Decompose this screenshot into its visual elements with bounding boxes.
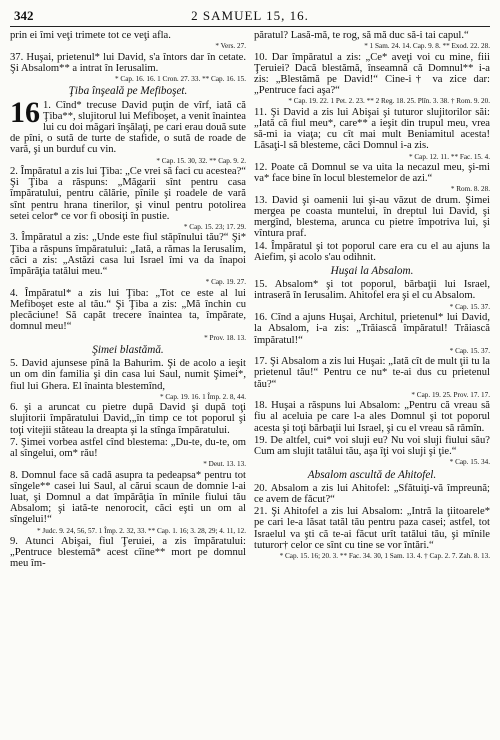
verse: 8. Domnul face să cadă asupra ta pedeapsa* pentru tot sîngele** casei lui Saul, al cărui scaun de domnie l-ai luat, şi Domnul a dat împărăţia în mînile fiului tău Absalom; şi iată-te nenorocit, căci eşti un om al sîngelui!“ [10, 469, 246, 526]
right-column [254, 30, 490, 571]
page-header [10, 6, 490, 27]
verse: 10. Dar împăratul a zis: „Ce* aveţi voi cu mine, fiii Ţeruiei? Dacă blestămă, înseamnă că Domnul** i-a zis: „Blestămă pe David!“ Cine-i† va zice dar: „Pentruce faci aşa?“ [254, 51, 490, 97]
cross-reference: * Cap. 15. 37. [449, 302, 490, 311]
cross-reference: * Cap. 15. 16; 20. 3. ** Fac. 34. 30, 1 Sam. 13. 4. † Cap. 2. 7. Zah. 8. 13. [279, 551, 490, 560]
verse: 5. David ajunsese pînă la Bahurim. Şi de acolo a ieşit un om din familia şi din casa lui Saul, numit Şimei*, fiul lui Ghera. El înainta blestemînd, [10, 358, 246, 392]
verse: 13. David şi oamenii lui şi-au văzut de drum. Şimei mergea pe coasta muntelui, în dreptul lui David, şi mergînd, blestema, arunca cu pietre împotriva lui, şi vîntura praf. [254, 194, 490, 240]
verse: 20. Absalom a zis lui Ahitofel: „Sfătuiţi-vă împreună; ce avem de făcut?“ [254, 482, 490, 505]
cross-reference: * Cap. 19. 25. Prov. 17. 17. [411, 390, 490, 399]
verse: 6. şi a aruncat cu pietre după David şi după toţi slujitorii împăratului David,„în timp ce tot poporul şi toţi vitejii stăteau la dreapta şi la stînga împăratului. [10, 402, 246, 436]
cross-reference: * Cap. 19. 22. 1 Pet. 2. 23. ** 2 Reg. 18. 25. Plîn. 3. 38. † Rom. 9. 20. [288, 97, 490, 106]
cross-reference: * Prov. 18. 13. [204, 333, 246, 342]
cross-reference: * Vers. 27. [215, 42, 246, 51]
verse: 1. Cînd* trecuse David puţin de vîrf, iată că Ţiba**, slujitorul lui Mefiboşet, a venit înaintea lui cu doi măgari înşălaţi, pe cari erau două sute de pîni, o sută de turte de stafide, o sută de roade de vară, şi un burduf cu vin. [10, 99, 247, 156]
cross-reference: * Cap. 19. 27. [205, 278, 246, 287]
left-column [10, 30, 246, 571]
verse: 19. De altfel, cui* voi sluji eu? Nu voi sluji fiului său? Cum am slujit tatălui tău, aşa îţi voi sluji şi ţie.“ [254, 434, 490, 457]
verse: 4. Împăratul* a zis lui Ţiba: „Tot ce este al lui Mefiboşet este al tău.“ Şi Ţiba a zis: „Mă închin cu plecăciune! Să capăt trecere înaintea ta, împărate, domnul meu!“ [10, 287, 246, 333]
verse: 7. Şimei vorbea astfel cînd blestema: „Du-te, du-te, om al sîngelui, om* rău! [10, 436, 246, 459]
text-columns [10, 30, 490, 571]
section-heading: Şimei blastămă. [92, 343, 164, 356]
verse: 18. Huşai a răspuns lui Absalom: „Pentru că vreau să fiu al aceluia pe care l-a ales Domnul şi tot poporul acesta şi toţi bărbaţii lui Israel, şi cu el vreau să rămîn. [254, 400, 490, 434]
chapter-number: 16 [10, 95, 40, 129]
cross-reference: * Cap. 19. 16. 1 Împ. 2. 8, 44. [159, 392, 246, 401]
verse: prin ei îmi veţi trimete tot ce veţi afla. [10, 30, 171, 41]
verse: 16. Cînd a ajuns Huşai, Architul, prietenul* lui David, la Absalom, i-a zis: „Trăiască împăratul! Trăiască împăratul!“ [254, 312, 490, 346]
section-heading: Ţiba înşeală pe Mefiboşet. [68, 85, 188, 98]
verse: 3. Împăratul a zis: „Unde este fiul stăpînului tău?“ Şi* Ţiba a răspuns împăratului: „Iată, a rămas la Ierusalim, căci a zis: „Astăzi casa lui Israel îmi va da înapoi împărăţia tatălui meu.“ [10, 232, 246, 278]
cross-reference: * Cap. 15. 34. [449, 458, 490, 467]
verse: 9. Atunci Abişai, fiul Ţeruiei, a zis împăratului: „Pentruce blestemă* acest cîine** mort pe domnul meu îm- [10, 535, 246, 570]
cross-reference: * Judc. 9. 24, 56, 57. 1 Împ. 2. 32, 33. ** Cap. 1. 16; 3. 28, 29; 4. 11, 12. [37, 526, 246, 535]
section-heading: Absalom ascultă de Ahitofel. [307, 468, 437, 481]
cross-reference: * Cap. 16. 16. 1 Cron. 27. 33. ** Cap. 16. 15. [115, 75, 246, 84]
running-title: 2 SAMUEL 15, 16. [191, 8, 309, 23]
verse: 37. Huşai, prietenul* lui David, s'a întors dar în cetate. Şi Absalom** a intrat în Ierusalim. [10, 51, 246, 74]
cross-reference: * Deut. 13. 13. [203, 460, 246, 469]
cross-reference: * Cap. 12. 11. ** Fac. 15. 4. [409, 152, 490, 161]
verse: 17. Şi Absalom a zis lui Huşai: „Iată cît de mult ţii tu la prietenul tău!“ Pentru ce nu* te-ai dus cu prietenul tău?“ [254, 356, 490, 390]
chapter-start [10, 95, 247, 157]
verse: 11. Şi David a zis lui Abişai şi tuturor slujitorilor săi: „Iată că fiul meu*, care** a ieşit din trupul meu, vrea să-mi ia viaţa; cu cît mai mult Beniamitul acesta! Lăsaţi-l să blesteme, căci Domnul i-a zis. [254, 106, 490, 152]
section-heading: Huşai la Absalom. [330, 265, 414, 278]
verse: 15. Absalom* şi tot poporul, bărbaţii lui Israel, intraseră în Ierusalim. Ahitofel era şi el cu Absalom. [254, 279, 490, 302]
cross-reference: * Cap. 15. 23; 17. 29. [183, 223, 246, 232]
cross-reference: * Rom. 8. 28. [450, 185, 490, 194]
cross-reference: * Cap. 15. 37. [449, 346, 490, 355]
verse: păratul? Lasă-mă, te rog, să mă duc să-i tai capul.“ [254, 30, 469, 41]
verse: 21. Şi Ahitofel a zis lui Absalom: „Intră la ţiitoarele* pe cari le-a lăsat tatăl tău pentru paza casei; astfel, tot Israelul va şti că te-ai făcut urît tatălui tău, şi mînile tuturor† celor ce sînt cu tine se vor întări.“ [254, 506, 490, 551]
verse: 14. Împăratul şi tot poporul care era cu el au ajuns la Aiefim, şi acolo s'au odihnit. [254, 240, 490, 263]
page-number: 342 [14, 8, 34, 23]
verse: 12. Poate că Domnul se va uita la necazul meu, şi-mi va* face bine în locul blestemelor de azi.“ [254, 162, 490, 185]
cross-reference: * 1 Sam. 24. 14. Cap. 9. 8. ** Exod. 22. 28. [364, 42, 490, 51]
cross-reference: * Cap. 15. 30, 32. ** Cap. 9. 2. [156, 156, 246, 165]
verse: 2. Împăratul a zis lui Ţiba: „Ce vrei să faci cu acestea?“ Şi Ţiba a răspuns: „Măgarii sînt pentru casa împăratului, pentru călărie, pînile şi roadele de vară sînt pentru hrana tinerilor, şi vinul pentru potolirea setei celor* ce vor fi obosiţi în pustie. [10, 166, 246, 222]
